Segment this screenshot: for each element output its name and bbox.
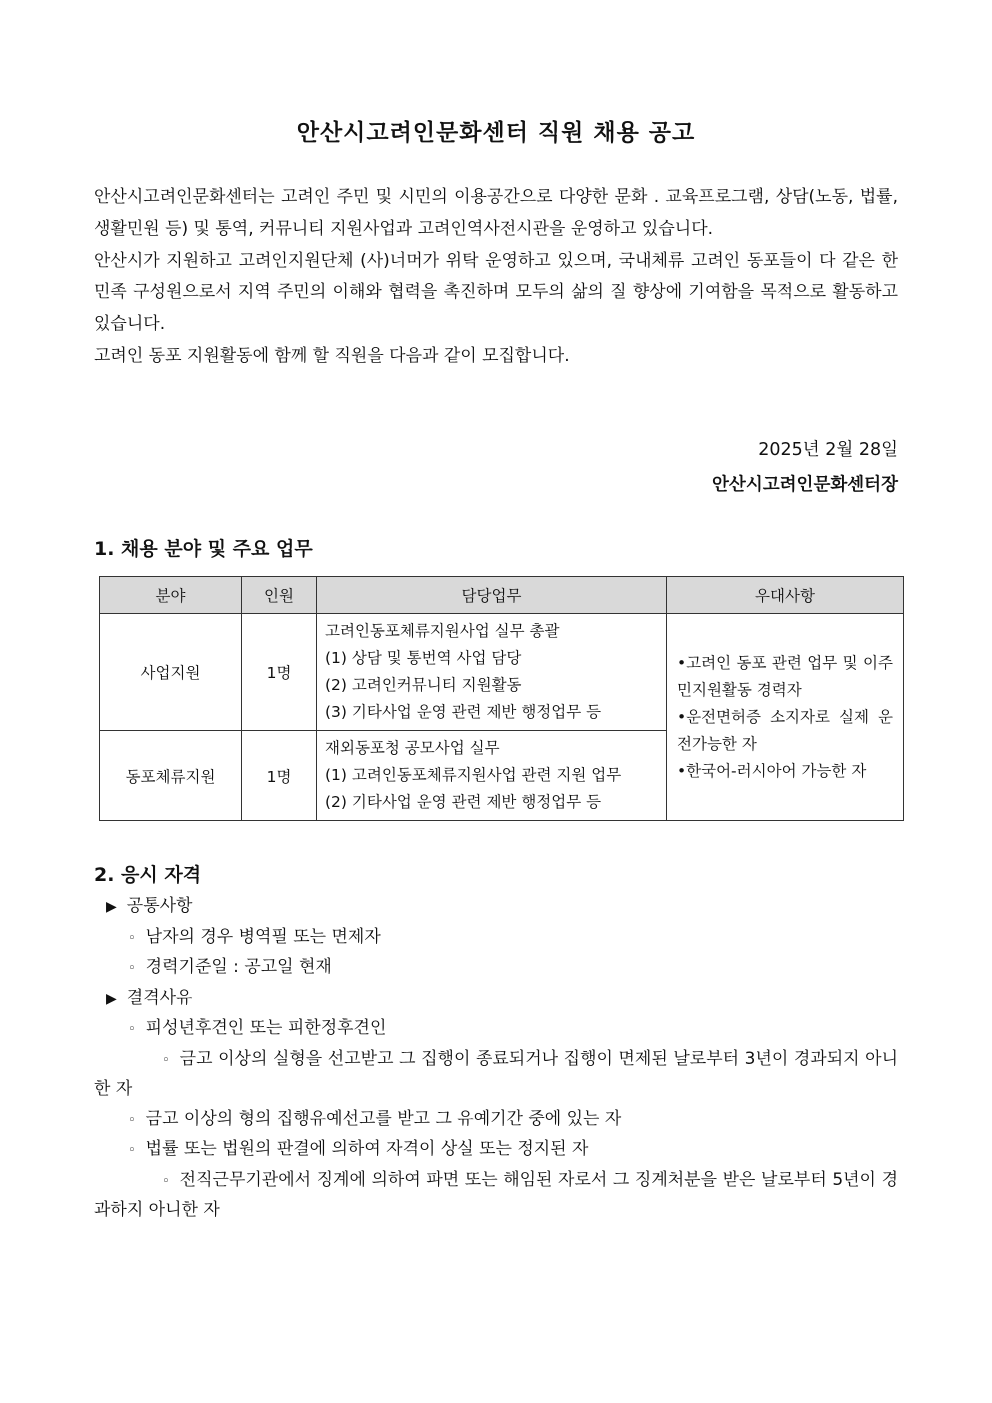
intro-paragraph: 안산시고려인문화센터는 고려인 주민 및 시민의 이용공간으로 다양한 문화 . 교육프로그램, 상담(노동, 법률, 생활민원 등) 및 통역, 커뮤니티 지원사업과 고려인역사전시관을 운영하고 있습니다. (94, 187, 898, 239)
list-item (94, 923, 898, 954)
table-row (100, 614, 904, 731)
list-item (94, 1105, 898, 1136)
header-preferences: 우대사항 (667, 577, 904, 614)
header-duties: 담당업무 (317, 577, 667, 614)
list-item (94, 1014, 898, 1045)
preference-item: •한국어-러시아어 가능한 자 (677, 761, 867, 780)
duty-line: 재외동포청 공모사업 실무 (325, 739, 500, 757)
preference-item: •운전면허증 소지자로 실제 운전가능한 자 (677, 707, 893, 753)
list-item-text: 금고 이상의 형의 집행유예선고를 받고 그 유예기간 중에 있는 자 (145, 1108, 622, 1129)
duty-line: (2) 고려인커뮤니티 지원활동 (325, 676, 522, 694)
common-heading (94, 892, 898, 923)
duty-line: (1) 고려인동포체류지원사업 관련 지원 업무 (325, 766, 622, 784)
circle-bullet-icon: ◦ (162, 1052, 170, 1068)
intro-paragraph: 안산시가 지원하고 고려인지원단체 (사)너머가 위탁 운영하고 있으며, 국내체류 고려인 동포들이 다 같은 한민족 구성원으로서 지역 주민의 이해와 협력을 촉진하며 모두의 삶의 질 향상에 기여함을 목적으로 활동하고 있습니다. (94, 250, 898, 335)
signer: 안산시고려인문화센터장 (712, 475, 898, 495)
list-item (94, 1135, 898, 1166)
duties-cell (317, 731, 667, 821)
disqualification-heading (94, 984, 898, 1015)
list-item-text: 전직근무기관에서 징계에 의하여 파면 또는 해임된 자로서 그 징계처분을 받은 날로부터 5년이 경과하지 아니한 자 (94, 1169, 898, 1220)
circle-bullet-icon: ◦ (128, 1143, 136, 1158)
list-item-text: 피성년후견인 또는 피한정후견인 (145, 1018, 387, 1038)
count-cell: 1명 (242, 731, 317, 821)
list-item (94, 1166, 898, 1226)
intro-text (94, 182, 898, 373)
common-heading-label: 공통사항 (126, 896, 193, 916)
circle-bullet-icon: ◦ (128, 1022, 136, 1037)
circle-bullet-icon: ◦ (162, 1173, 170, 1189)
preferences-cell (667, 614, 904, 821)
circle-bullet-icon: ◦ (128, 1112, 136, 1128)
duty-line: (2) 기타사업 운영 관련 제반 행정업무 등 (325, 793, 602, 811)
header-count: 인원 (242, 577, 317, 614)
table-header-row (100, 577, 904, 614)
field-cell: 동포체류지원 (100, 731, 242, 821)
list-item (94, 1045, 898, 1105)
list-item (94, 953, 898, 984)
duty-line: 고려인동포체류지원사업 실무 총괄 (325, 622, 560, 640)
intro-paragraph: 고려인 동포 지원활동에 함께 할 직원을 다음과 같이 모집합니다. (94, 345, 570, 366)
triangle-bullet-icon: ▶ (106, 990, 117, 1007)
preference-item: •고려인 동포 관련 업무 및 이주민지원활동 경력자 (677, 653, 893, 699)
triangle-bullet-icon: ▶ (106, 899, 117, 915)
header-field: 분야 (100, 577, 242, 614)
qualifications (94, 892, 898, 1226)
section-1-title: 1. 채용 분야 및 주요 업무 (94, 538, 313, 560)
circle-bullet-icon: ◦ (128, 961, 136, 976)
disqualification-heading-label: 결격사유 (126, 987, 193, 1008)
announcement-date: 2025년 2월 28일 (758, 440, 898, 460)
duty-line: (3) 기타사업 운영 관련 제반 행정업무 등 (325, 703, 602, 721)
field-cell: 사업지원 (100, 614, 242, 731)
list-item-text: 금고 이상의 실형을 선고받고 그 집행이 종료되거나 집행이 면제된 날로부터 3년이 경과되지 아니한 자 (94, 1048, 898, 1099)
circle-bullet-icon: ◦ (128, 930, 136, 946)
list-item-text: 법률 또는 법원의 판결에 의하여 자격이 상실 또는 정지된 자 (145, 1139, 589, 1159)
list-item-text: 경력기준일 : 공고일 현재 (145, 957, 332, 977)
duty-line: (1) 상담 및 통번역 사업 담당 (325, 649, 522, 667)
count-cell: 1명 (242, 614, 317, 731)
duties-cell (317, 614, 667, 731)
list-item-text: 남자의 경우 병역필 또는 면제자 (145, 926, 381, 947)
section-2-title: 2. 응시 자격 (94, 864, 202, 886)
recruitment-table (99, 576, 904, 821)
page-title: 안산시고려인문화센터 직원 채용 공고 (296, 120, 696, 146)
